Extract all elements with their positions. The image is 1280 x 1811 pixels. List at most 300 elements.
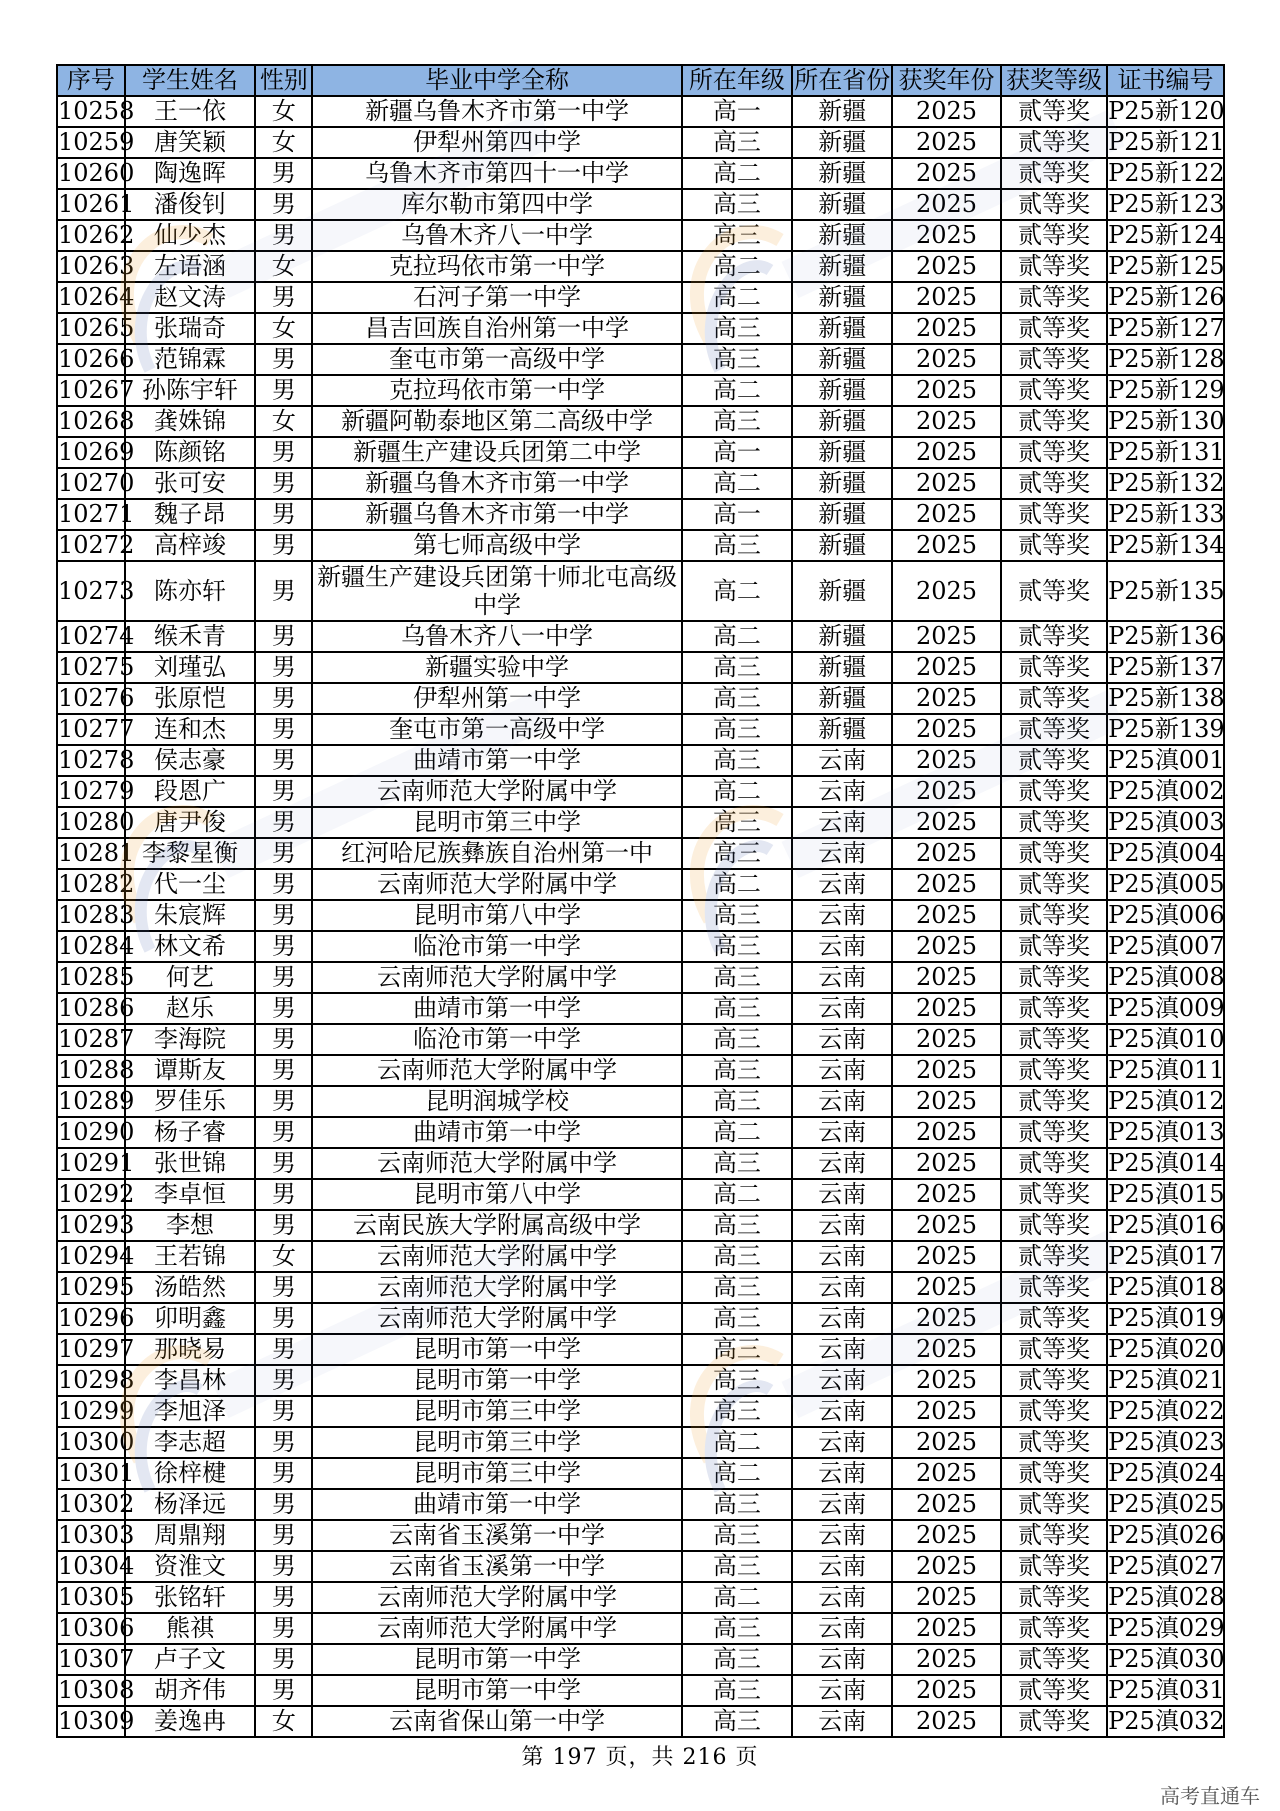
grade-cell: 高三 bbox=[682, 220, 793, 251]
gender-cell: 男 bbox=[255, 1675, 312, 1706]
name-cell: 陈颜铭 bbox=[125, 437, 255, 468]
table-row bbox=[57, 437, 1224, 468]
table-row bbox=[57, 96, 1224, 127]
table-row bbox=[57, 931, 1224, 962]
grade-cell: 高二 bbox=[682, 869, 793, 900]
year-cell: 2025 bbox=[892, 1272, 1000, 1303]
table-row bbox=[57, 1551, 1224, 1582]
grade-cell: 高三 bbox=[682, 683, 793, 714]
year-cell: 2025 bbox=[892, 530, 1000, 561]
award-cell: 贰等奖 bbox=[1001, 1148, 1107, 1179]
id-cell: 10286 bbox=[58, 994, 135, 1022]
grade-cell: 高三 bbox=[682, 1303, 793, 1334]
award-cell: 贰等奖 bbox=[1001, 1613, 1107, 1644]
year-cell: 2025 bbox=[892, 869, 1000, 900]
table-row bbox=[57, 1582, 1224, 1613]
certificate-cell: P25新133 bbox=[1108, 500, 1225, 528]
year-cell: 2025 bbox=[892, 1582, 1000, 1613]
gender-cell: 男 bbox=[255, 683, 312, 714]
id-cell: 10301 bbox=[58, 1459, 135, 1487]
table-row bbox=[57, 1086, 1224, 1117]
certificate-cell: P25滇025 bbox=[1108, 1490, 1225, 1518]
year-cell: 2025 bbox=[892, 1706, 1000, 1737]
province-cell: 新疆 bbox=[792, 652, 892, 683]
certificate-cell: P25滇024 bbox=[1108, 1459, 1225, 1487]
school-cell: 红河哈尼族彝族自治州第一中 bbox=[312, 838, 681, 869]
school-cell: 第七师高级中学 bbox=[312, 530, 681, 561]
name-cell: 汤皓然 bbox=[125, 1272, 255, 1303]
gender-cell: 男 bbox=[255, 1489, 312, 1520]
gender-cell: 男 bbox=[255, 745, 312, 776]
award-cell: 贰等奖 bbox=[1001, 313, 1107, 344]
province-cell: 云南 bbox=[792, 1644, 892, 1675]
id-cell: 10291 bbox=[58, 1149, 135, 1177]
name-cell: 王若锦 bbox=[125, 1241, 255, 1272]
province-cell: 云南 bbox=[792, 1148, 892, 1179]
table-row bbox=[57, 1272, 1224, 1303]
award-cell: 贰等奖 bbox=[1001, 838, 1107, 869]
award-cell: 贰等奖 bbox=[1001, 1582, 1107, 1613]
school-cell: 云南师范大学附属中学 bbox=[312, 962, 681, 993]
id-cell: 10297 bbox=[58, 1335, 135, 1363]
year-cell: 2025 bbox=[892, 1365, 1000, 1396]
header-cell: 所在年级 bbox=[682, 65, 793, 96]
gender-cell: 男 bbox=[255, 776, 312, 807]
year-cell: 2025 bbox=[892, 1396, 1000, 1427]
province-cell: 新疆 bbox=[792, 96, 892, 127]
name-cell: 林文希 bbox=[125, 931, 255, 962]
table-row bbox=[57, 1489, 1224, 1520]
grade-cell: 高三 bbox=[682, 313, 793, 344]
award-cell: 贰等奖 bbox=[1001, 406, 1107, 437]
school-cell: 伊犁州第四中学 bbox=[312, 127, 681, 158]
name-cell: 连和杰 bbox=[125, 714, 255, 745]
gender-cell: 男 bbox=[255, 900, 312, 931]
award-cell: 贰等奖 bbox=[1001, 621, 1107, 652]
id-cell: 10258 bbox=[58, 97, 135, 125]
gender-cell: 男 bbox=[255, 1458, 312, 1489]
province-cell: 云南 bbox=[792, 900, 892, 931]
province-cell: 云南 bbox=[792, 1458, 892, 1489]
province-cell: 新疆 bbox=[792, 158, 892, 189]
gender-cell: 男 bbox=[255, 869, 312, 900]
province-cell: 云南 bbox=[792, 962, 892, 993]
certificate-cell: P25新130 bbox=[1108, 407, 1225, 435]
name-cell: 资淮文 bbox=[125, 1551, 255, 1582]
award-cell: 贰等奖 bbox=[1001, 869, 1107, 900]
award-cell: 贰等奖 bbox=[1001, 127, 1107, 158]
certificate-cell: P25新136 bbox=[1108, 622, 1225, 650]
award-cell: 贰等奖 bbox=[1001, 993, 1107, 1024]
gender-cell: 男 bbox=[255, 714, 312, 745]
id-cell: 10263 bbox=[58, 252, 135, 280]
name-cell: 谭斯友 bbox=[125, 1055, 255, 1086]
certificate-cell: P25滇027 bbox=[1108, 1552, 1225, 1580]
school-cell: 云南省玉溪第一中学 bbox=[312, 1520, 681, 1551]
table-row bbox=[57, 1179, 1224, 1210]
id-cell: 10270 bbox=[58, 469, 135, 497]
gender-cell: 男 bbox=[255, 1272, 312, 1303]
school-cell: 曲靖市第一中学 bbox=[312, 1117, 681, 1148]
grade-cell: 高二 bbox=[682, 621, 793, 652]
name-cell: 代一尘 bbox=[125, 869, 255, 900]
id-cell: 10279 bbox=[58, 777, 135, 805]
name-cell: 范锦霖 bbox=[125, 344, 255, 375]
province-cell: 云南 bbox=[792, 776, 892, 807]
name-cell: 侯志豪 bbox=[125, 745, 255, 776]
province-cell: 云南 bbox=[792, 869, 892, 900]
id-cell: 10266 bbox=[58, 345, 135, 373]
grade-cell: 高二 bbox=[682, 282, 793, 313]
id-cell: 10268 bbox=[58, 407, 135, 435]
table-body bbox=[57, 96, 1224, 1737]
id-cell: 10285 bbox=[58, 963, 135, 991]
id-cell: 10259 bbox=[58, 128, 135, 156]
school-cell: 昆明市第一中学 bbox=[312, 1644, 681, 1675]
award-cell: 贰等奖 bbox=[1001, 158, 1107, 189]
name-cell: 陈亦轩 bbox=[125, 561, 255, 621]
award-cell: 贰等奖 bbox=[1001, 1520, 1107, 1551]
year-cell: 2025 bbox=[892, 962, 1000, 993]
province-cell: 新疆 bbox=[792, 344, 892, 375]
certificate-cell: P25新131 bbox=[1108, 438, 1225, 466]
school-cell: 伊犁州第一中学 bbox=[312, 683, 681, 714]
year-cell: 2025 bbox=[892, 1179, 1000, 1210]
award-cell: 贰等奖 bbox=[1001, 1086, 1107, 1117]
table-row bbox=[57, 621, 1224, 652]
grade-cell: 高二 bbox=[682, 158, 793, 189]
name-cell: 缑禾青 bbox=[125, 621, 255, 652]
table-row bbox=[57, 869, 1224, 900]
name-cell: 唐尹俊 bbox=[125, 807, 255, 838]
award-cell: 贰等奖 bbox=[1001, 1489, 1107, 1520]
year-cell: 2025 bbox=[892, 931, 1000, 962]
id-cell: 10284 bbox=[58, 932, 135, 960]
certificate-cell: P25滇011 bbox=[1108, 1056, 1225, 1084]
table-row bbox=[57, 220, 1224, 251]
table-row bbox=[57, 714, 1224, 745]
table-row bbox=[57, 468, 1224, 499]
year-cell: 2025 bbox=[892, 900, 1000, 931]
year-cell: 2025 bbox=[892, 1334, 1000, 1365]
year-cell: 2025 bbox=[892, 406, 1000, 437]
school-cell: 昆明市第八中学 bbox=[312, 900, 681, 931]
name-cell: 李卓恒 bbox=[125, 1179, 255, 1210]
id-cell: 10288 bbox=[58, 1056, 135, 1084]
year-cell: 2025 bbox=[892, 776, 1000, 807]
table-row bbox=[57, 1210, 1224, 1241]
gender-cell: 女 bbox=[255, 96, 312, 127]
province-cell: 云南 bbox=[792, 1613, 892, 1644]
table-row bbox=[57, 1458, 1224, 1489]
gender-cell: 男 bbox=[255, 530, 312, 561]
award-cell: 贰等奖 bbox=[1001, 1179, 1107, 1210]
name-cell: 张可安 bbox=[125, 468, 255, 499]
province-cell: 新疆 bbox=[792, 251, 892, 282]
table-row bbox=[57, 1365, 1224, 1396]
province-cell: 新疆 bbox=[792, 561, 892, 621]
award-cell: 贰等奖 bbox=[1001, 561, 1107, 621]
gender-cell: 男 bbox=[255, 1086, 312, 1117]
table-row bbox=[57, 838, 1224, 869]
grade-cell: 高三 bbox=[682, 1644, 793, 1675]
award-table bbox=[56, 64, 1225, 1738]
id-cell: 10292 bbox=[58, 1180, 135, 1208]
gender-cell: 男 bbox=[255, 1613, 312, 1644]
province-cell: 新疆 bbox=[792, 189, 892, 220]
award-cell: 贰等奖 bbox=[1001, 962, 1107, 993]
table-row bbox=[57, 1706, 1224, 1737]
award-cell: 贰等奖 bbox=[1001, 1396, 1107, 1427]
school-cell: 新疆乌鲁木齐市第一中学 bbox=[312, 499, 681, 530]
award-cell: 贰等奖 bbox=[1001, 1551, 1107, 1582]
award-cell: 贰等奖 bbox=[1001, 776, 1107, 807]
name-cell: 卢子文 bbox=[125, 1644, 255, 1675]
school-cell: 曲靖市第一中学 bbox=[312, 993, 681, 1024]
gender-cell: 女 bbox=[255, 127, 312, 158]
school-cell: 昆明市第八中学 bbox=[312, 1179, 681, 1210]
province-cell: 云南 bbox=[792, 838, 892, 869]
name-cell: 刘瑾弘 bbox=[125, 652, 255, 683]
gender-cell: 女 bbox=[255, 1241, 312, 1272]
grade-cell: 高三 bbox=[682, 1241, 793, 1272]
certificate-cell: P25滇014 bbox=[1108, 1149, 1225, 1177]
year-cell: 2025 bbox=[892, 220, 1000, 251]
award-cell: 贰等奖 bbox=[1001, 1303, 1107, 1334]
certificate-cell: P25滇021 bbox=[1108, 1366, 1225, 1394]
grade-cell: 高三 bbox=[682, 530, 793, 561]
grade-cell: 高三 bbox=[682, 1148, 793, 1179]
grade-cell: 高三 bbox=[682, 1210, 793, 1241]
grade-cell: 高一 bbox=[682, 499, 793, 530]
table-row bbox=[57, 375, 1224, 406]
year-cell: 2025 bbox=[892, 1148, 1000, 1179]
school-cell: 奎屯市第一高级中学 bbox=[312, 344, 681, 375]
year-cell: 2025 bbox=[892, 807, 1000, 838]
certificate-cell: P25滇009 bbox=[1108, 994, 1225, 1022]
certificate-cell: P25滇007 bbox=[1108, 932, 1225, 960]
name-cell: 陶逸晖 bbox=[125, 158, 255, 189]
province-cell: 云南 bbox=[792, 1706, 892, 1737]
province-cell: 云南 bbox=[792, 1427, 892, 1458]
name-cell: 张原恺 bbox=[125, 683, 255, 714]
id-cell: 10306 bbox=[58, 1614, 135, 1642]
certificate-cell: P25滇028 bbox=[1108, 1583, 1225, 1611]
table-row bbox=[57, 683, 1224, 714]
gender-cell: 男 bbox=[255, 1365, 312, 1396]
gender-cell: 男 bbox=[255, 1117, 312, 1148]
school-cell: 云南师范大学附属中学 bbox=[312, 1055, 681, 1086]
certificate-cell: P25新125 bbox=[1108, 252, 1225, 280]
province-cell: 云南 bbox=[792, 931, 892, 962]
school-cell: 临沧市第一中学 bbox=[312, 931, 681, 962]
gender-cell: 男 bbox=[255, 1582, 312, 1613]
award-cell: 贰等奖 bbox=[1001, 900, 1107, 931]
grade-cell: 高三 bbox=[682, 1396, 793, 1427]
year-cell: 2025 bbox=[892, 282, 1000, 313]
year-cell: 2025 bbox=[892, 1210, 1000, 1241]
school-cell: 新疆乌鲁木齐市第一中学 bbox=[312, 468, 681, 499]
gender-cell: 女 bbox=[255, 251, 312, 282]
id-cell: 10278 bbox=[58, 746, 135, 774]
id-cell: 10269 bbox=[58, 438, 135, 466]
province-cell: 新疆 bbox=[792, 437, 892, 468]
header-cell: 毕业中学全称 bbox=[312, 65, 681, 96]
year-cell: 2025 bbox=[892, 1489, 1000, 1520]
name-cell: 杨子睿 bbox=[125, 1117, 255, 1148]
award-cell: 贰等奖 bbox=[1001, 1427, 1107, 1458]
table-row bbox=[57, 1644, 1224, 1675]
certificate-cell: P25滇018 bbox=[1108, 1273, 1225, 1301]
certificate-cell: P25滇015 bbox=[1108, 1180, 1225, 1208]
year-cell: 2025 bbox=[892, 127, 1000, 158]
grade-cell: 高三 bbox=[682, 838, 793, 869]
year-cell: 2025 bbox=[892, 1613, 1000, 1644]
province-cell: 云南 bbox=[792, 745, 892, 776]
grade-cell: 高三 bbox=[682, 1613, 793, 1644]
school-cell: 石河子第一中学 bbox=[312, 282, 681, 313]
id-cell: 10277 bbox=[58, 715, 135, 743]
award-cell: 贰等奖 bbox=[1001, 1241, 1107, 1272]
grade-cell: 高三 bbox=[682, 1675, 793, 1706]
award-cell: 贰等奖 bbox=[1001, 1210, 1107, 1241]
province-cell: 云南 bbox=[792, 1365, 892, 1396]
gender-cell: 男 bbox=[255, 220, 312, 251]
year-cell: 2025 bbox=[892, 1520, 1000, 1551]
certificate-cell: P25滇008 bbox=[1108, 963, 1225, 991]
table-row bbox=[57, 745, 1224, 776]
certificate-cell: P25新122 bbox=[1108, 159, 1225, 187]
year-cell: 2025 bbox=[892, 1644, 1000, 1675]
name-cell: 那晓易 bbox=[125, 1334, 255, 1365]
province-cell: 新疆 bbox=[792, 406, 892, 437]
certificate-cell: P25滇017 bbox=[1108, 1242, 1225, 1270]
school-cell: 昆明润城学校 bbox=[312, 1086, 681, 1117]
year-cell: 2025 bbox=[892, 344, 1000, 375]
certificate-cell: P25新137 bbox=[1108, 653, 1225, 681]
certificate-cell: P25滇012 bbox=[1108, 1087, 1225, 1115]
grade-cell: 高二 bbox=[682, 1458, 793, 1489]
grade-cell: 高三 bbox=[682, 1024, 793, 1055]
certificate-cell: P25新134 bbox=[1108, 531, 1225, 559]
grade-cell: 高二 bbox=[682, 1427, 793, 1458]
year-cell: 2025 bbox=[892, 1458, 1000, 1489]
grade-cell: 高三 bbox=[682, 807, 793, 838]
certificate-cell: P25滇004 bbox=[1108, 839, 1225, 867]
grade-cell: 高三 bbox=[682, 962, 793, 993]
school-cell: 昆明市第一中学 bbox=[312, 1365, 681, 1396]
school-cell: 昌吉回族自治州第一中学 bbox=[312, 313, 681, 344]
certificate-cell: P25新138 bbox=[1108, 684, 1225, 712]
province-cell: 云南 bbox=[792, 1086, 892, 1117]
province-cell: 云南 bbox=[792, 1396, 892, 1427]
certificate-cell: P25滇019 bbox=[1108, 1304, 1225, 1332]
certificate-cell: P25新129 bbox=[1108, 376, 1225, 404]
grade-cell: 高二 bbox=[682, 561, 793, 621]
school-cell: 云南师范大学附属中学 bbox=[312, 1272, 681, 1303]
table-row bbox=[57, 127, 1224, 158]
name-cell: 孙陈宇轩 bbox=[125, 375, 255, 406]
province-cell: 新疆 bbox=[792, 220, 892, 251]
award-cell: 贰等奖 bbox=[1001, 1272, 1107, 1303]
gender-cell: 女 bbox=[255, 1706, 312, 1737]
certificate-cell: P25新120 bbox=[1108, 97, 1225, 125]
id-cell: 10282 bbox=[58, 870, 135, 898]
school-cell: 云南师范大学附属中学 bbox=[312, 1582, 681, 1613]
name-cell: 李想 bbox=[125, 1210, 255, 1241]
certificate-cell: P25新135 bbox=[1107, 561, 1224, 621]
gender-cell: 男 bbox=[255, 561, 312, 621]
id-cell: 10264 bbox=[58, 283, 135, 311]
header-cell: 学生姓名 bbox=[125, 65, 255, 96]
gender-cell: 男 bbox=[255, 962, 312, 993]
grade-cell: 高三 bbox=[682, 1551, 793, 1582]
year-cell: 2025 bbox=[892, 499, 1000, 530]
school-cell: 新疆生产建设兵团第十师北屯高级中学 bbox=[312, 561, 681, 621]
grade-cell: 高三 bbox=[682, 1272, 793, 1303]
table-row bbox=[57, 1303, 1224, 1334]
grade-cell: 高三 bbox=[682, 1055, 793, 1086]
gender-cell: 男 bbox=[255, 1024, 312, 1055]
name-cell: 仙少杰 bbox=[125, 220, 255, 251]
award-cell: 贰等奖 bbox=[1001, 807, 1107, 838]
table-row bbox=[57, 1241, 1224, 1272]
school-cell: 曲靖市第一中学 bbox=[312, 1489, 681, 1520]
award-cell: 贰等奖 bbox=[1001, 344, 1107, 375]
province-cell: 云南 bbox=[792, 1675, 892, 1706]
grade-cell: 高三 bbox=[682, 1365, 793, 1396]
name-cell: 李黎星衡 bbox=[125, 838, 255, 869]
school-cell: 云南省保山第一中学 bbox=[312, 1706, 681, 1737]
id-cell: 10307 bbox=[58, 1645, 135, 1673]
name-cell: 唐笑颖 bbox=[125, 127, 255, 158]
award-cell: 贰等奖 bbox=[1001, 714, 1107, 745]
gender-cell: 男 bbox=[255, 1644, 312, 1675]
grade-cell: 高三 bbox=[682, 745, 793, 776]
school-cell: 云南师范大学附属中学 bbox=[312, 1148, 681, 1179]
award-cell: 贰等奖 bbox=[1001, 96, 1107, 127]
school-cell: 新疆生产建设兵团第二中学 bbox=[312, 437, 681, 468]
certificate-cell: P25滇020 bbox=[1108, 1335, 1225, 1363]
name-cell: 胡齐伟 bbox=[125, 1675, 255, 1706]
year-cell: 2025 bbox=[892, 621, 1000, 652]
school-cell: 乌鲁木齐八一中学 bbox=[312, 621, 681, 652]
gender-cell: 男 bbox=[255, 993, 312, 1024]
id-cell: 10272 bbox=[58, 531, 135, 559]
gender-cell: 男 bbox=[255, 1148, 312, 1179]
school-cell: 乌鲁木齐市第四十一中学 bbox=[312, 158, 681, 189]
id-cell: 10304 bbox=[58, 1552, 135, 1580]
award-cell: 贰等奖 bbox=[1001, 683, 1107, 714]
name-cell: 段恩广 bbox=[125, 776, 255, 807]
name-cell: 周鼎翔 bbox=[125, 1520, 255, 1551]
province-cell: 新疆 bbox=[792, 468, 892, 499]
gender-cell: 男 bbox=[255, 1427, 312, 1458]
province-cell: 云南 bbox=[792, 1489, 892, 1520]
certificate-cell: P25新124 bbox=[1108, 221, 1225, 249]
certificate-cell: P25滇006 bbox=[1108, 901, 1225, 929]
id-cell: 10265 bbox=[58, 314, 135, 342]
name-cell: 卯明鑫 bbox=[125, 1303, 255, 1334]
id-cell: 10294 bbox=[58, 1242, 135, 1270]
school-cell: 新疆阿勒泰地区第二高级中学 bbox=[312, 406, 681, 437]
id-cell: 10295 bbox=[58, 1273, 135, 1301]
id-cell: 10296 bbox=[58, 1304, 135, 1332]
table-row bbox=[57, 158, 1224, 189]
award-cell: 贰等奖 bbox=[1001, 1706, 1107, 1737]
grade-cell: 高二 bbox=[682, 251, 793, 282]
province-cell: 云南 bbox=[792, 993, 892, 1024]
